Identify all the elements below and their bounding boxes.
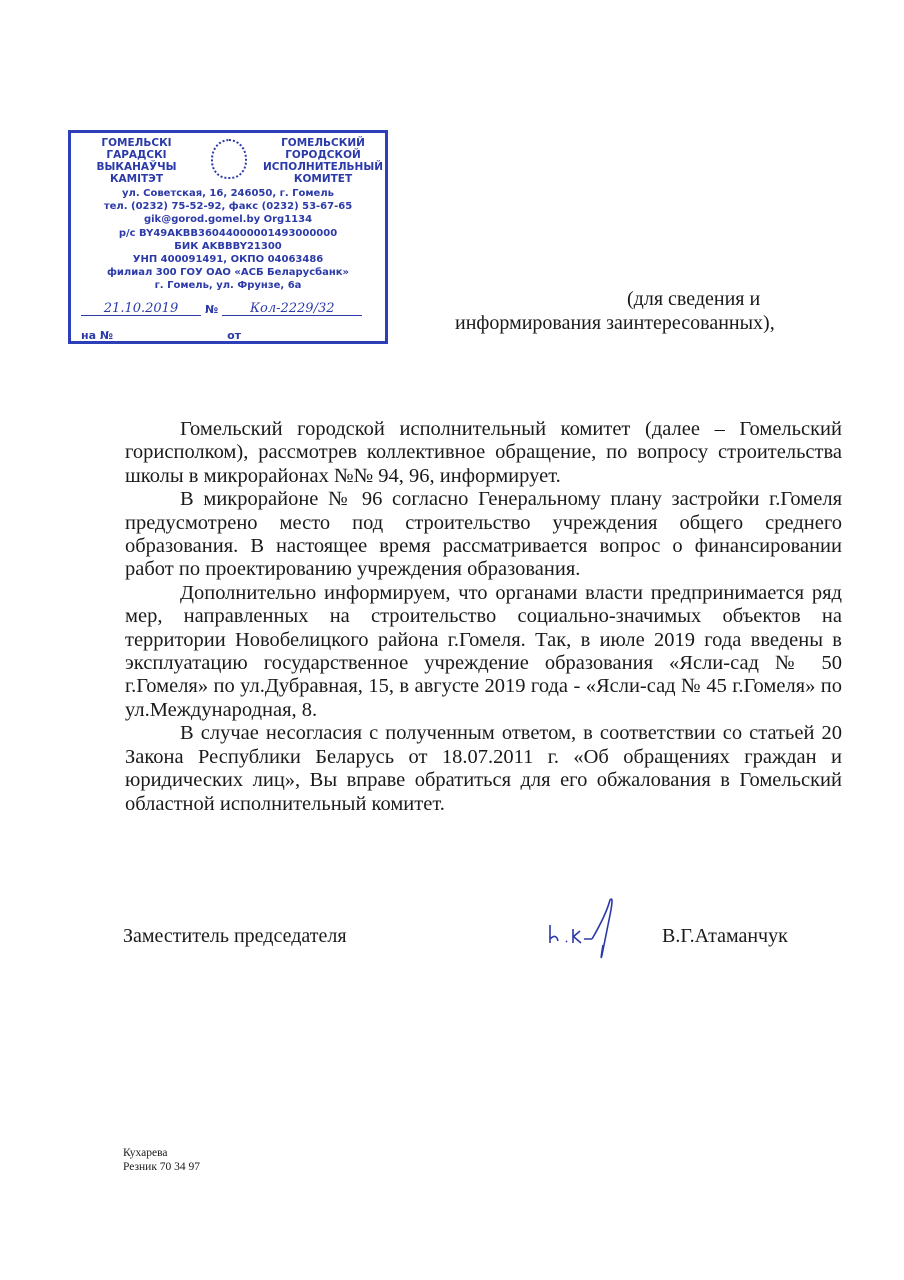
addressee-line: информирования заинтересованных),	[455, 312, 775, 334]
executor-phone: Резник 70 34 97	[123, 1161, 201, 1173]
stamp-line: ГОМЕЛЬСКІ	[101, 137, 172, 149]
number-label: №	[205, 303, 219, 316]
from-label: от	[227, 329, 242, 342]
reference-number-blank	[117, 327, 217, 342]
executor-name: Кухарева	[123, 1147, 168, 1159]
stamp-line: ГАРАДСКІ	[106, 149, 167, 161]
stamp-bank-address: г. Гомель, ул. Фрунзе, 6а	[154, 280, 302, 292]
paragraph: В случае несогласия с полученным ответом, в соответствии со статьей 20 Закона Республики Беларусь от 18.07.2011 г. «Об обращениях граждан и юридических лиц», Вы вправе обратиться для его обжалования в Гомельский областной исполнительный комитет.	[125, 722, 842, 815]
handwritten-signature	[540, 895, 620, 965]
stamp-details	[71, 187, 385, 293]
stamp-email: gik@gorod.gomel.by Org1134	[143, 214, 313, 226]
stamp-phone: тел. (0232) 75-52-92, факс (0232) 53-67-65	[103, 201, 353, 213]
stamp-unp: УНП 400091491, ОКПО 04063486	[132, 254, 324, 266]
outgoing-number: Кол-2229/32	[222, 301, 362, 316]
stamp-line: ГОМЕЛЬСКИЙ	[281, 137, 365, 149]
stamp-bik: БИК AKBBBY21300	[174, 240, 282, 252]
stamp-line: КАМІТЭТ	[109, 173, 164, 185]
paragraph: Дополнительно информируем, что органами власти предпринимается ряд мер, направленных на строительство социально-значимых объектов на территории Новобелицкого района г.Гомеля. Так, в июле 2019 года введены в эксплуатацию государственное учреждение образования «Ясли-сад № 50 г.Гомеля» по ул.Дубравная, 15, в августе 2019 года - «Ясли-сад № 45 г.Гомеля» по ул.Международная, 8.	[125, 581, 842, 721]
addressee-block	[455, 287, 835, 335]
reference-date-blank	[247, 327, 377, 342]
coat-of-arms-icon	[211, 139, 247, 179]
official-stamp	[68, 130, 388, 344]
stamp-line: ВЫКАНАЎЧЫ	[96, 161, 177, 173]
paragraph: В микрорайоне № 96 согласно Генеральному плану застройки г.Гомеля предусмотрено место под строительство учреждения общего среднего образования. В настоящее время рассматривается вопрос о финансировании работ по проектированию учреждения образования.	[125, 488, 842, 581]
letter-body	[125, 418, 842, 816]
stamp-line: КОМИТЕТ	[293, 173, 353, 185]
signatory-name: В.Г.Атаманчук	[662, 925, 788, 947]
outgoing-date: 21.10.2019	[81, 301, 201, 316]
footer-executors	[123, 1146, 200, 1174]
paragraph: Гомельский городской исполнительный комитет (далее – Гомельский горисполком), рассмотрев коллективное обращение, по вопросу строительства школы в микрорайонах №№ 94, 96, информирует.	[125, 418, 842, 487]
stamp-account: р/с BY49AKBB36044000001493000000	[118, 227, 338, 239]
stamp-name-belarusian	[89, 137, 184, 185]
signatory-position: Заместитель председателя	[123, 925, 347, 947]
stamp-date-number-row	[81, 301, 381, 316]
stamp-line: ГОРОДСКОЙ	[285, 149, 361, 161]
reference-label: на №	[81, 329, 114, 342]
stamp-reference-row	[81, 327, 381, 342]
stamp-address: ул. Советская, 16, 246050, г. Гомель	[122, 188, 334, 199]
stamp-bank: филиал 300 ГОУ ОАО «АСБ Беларусбанк»	[106, 267, 350, 279]
stamp-line: ИСПОЛНИТЕЛЬНЫЙ	[263, 161, 384, 173]
stamp-name-russian	[263, 137, 383, 185]
addressee-line: (для сведения и	[627, 288, 761, 310]
